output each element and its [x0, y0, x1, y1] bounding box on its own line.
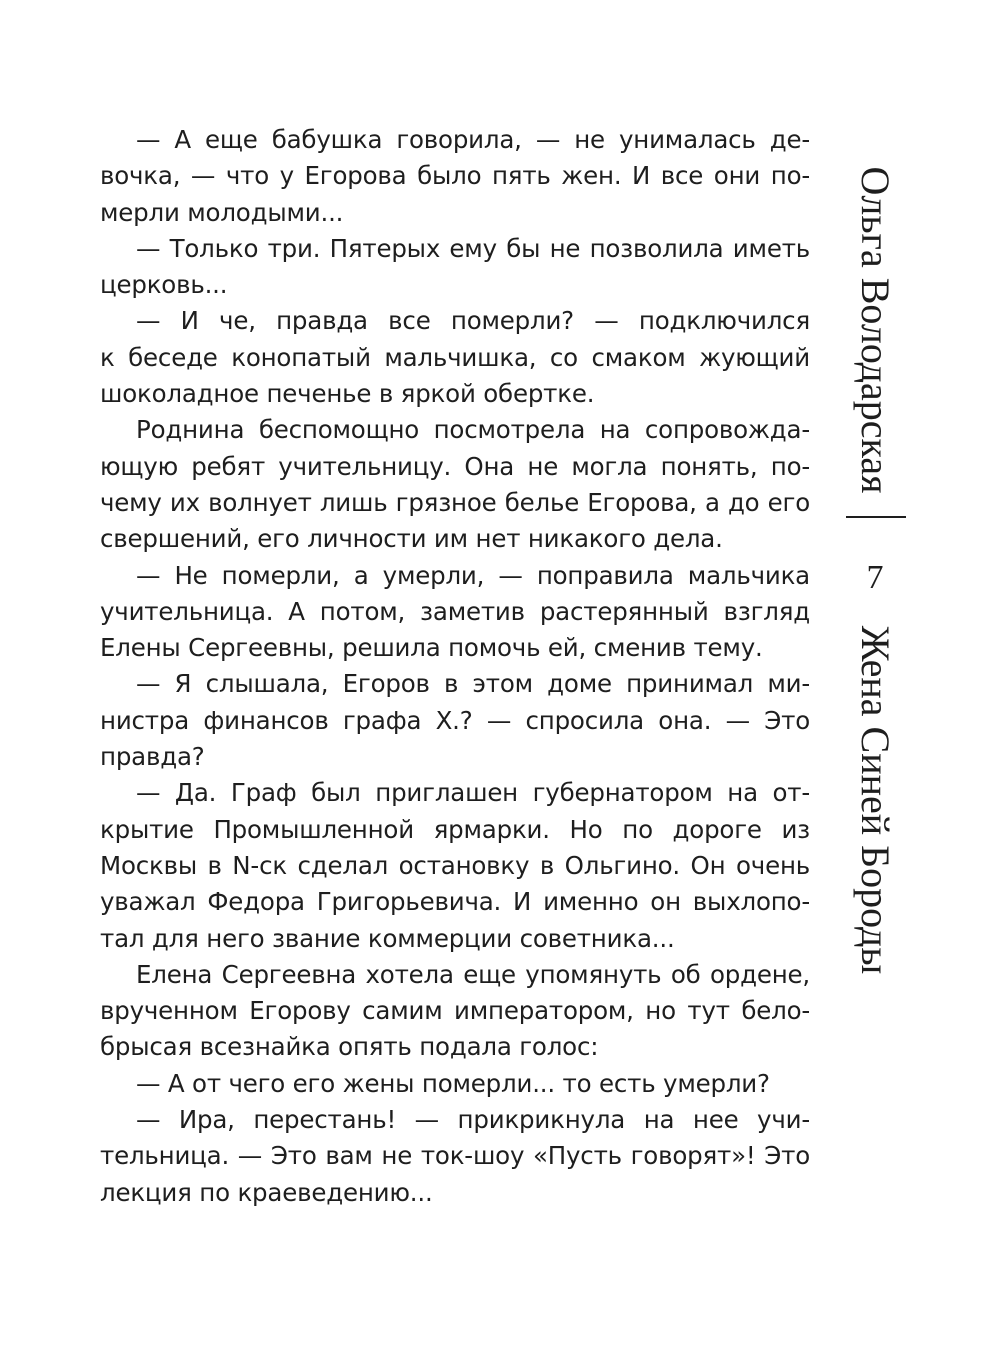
text-line: шоколадное печенье в яркой обертке.	[100, 379, 595, 409]
text-line: врученном Егорову самим императором, но тут бело-	[100, 996, 810, 1026]
body-text	[100, 122, 810, 1211]
text-line: Елены Сергеевны, решила помочь ей, сменив тему.	[100, 633, 763, 663]
text-line: — А от чего его жены померли... то есть умерли?	[136, 1068, 770, 1098]
text-line: — Да. Граф был приглашен губернатором на от-	[136, 778, 810, 808]
running-head-author: Ольга Володарская	[853, 166, 898, 494]
text-line: — Только три. Пятерых ему бы не позволила иметь	[136, 233, 810, 263]
text-line: тал для него звание коммерции советника...	[100, 923, 675, 953]
page-number: 7	[866, 559, 884, 596]
text-line: вочка, — что у Егорова было пять жен. И все они по-	[100, 161, 810, 191]
text-line: церковь...	[100, 270, 228, 300]
text-line: крытие Промышленной ярмарки. Но по дороге из	[100, 814, 810, 844]
text-line: чему их волнует лишь грязное белье Егорова, а до его	[100, 487, 810, 517]
text-line: правда?	[100, 742, 205, 772]
text-line: брысая всезнайка опять подала голос:	[100, 1032, 599, 1062]
text-line: — А еще бабушка говорила, — не унималась де-	[136, 125, 810, 154]
text-line: — Ира, перестань! — прикрикнула на нее учи-	[136, 1105, 810, 1135]
text-line: — Не померли, а умерли, — поправила мальчика	[136, 560, 810, 590]
running-head-book-title: Жена Синей Бороды	[853, 625, 898, 975]
text-line: Москвы в N-ск сделал остановку в Ольгино. Он очень	[100, 850, 810, 880]
text-line: — И че, правда все померли? — подключился	[136, 306, 810, 336]
text-line: лекция по краеведению...	[100, 1177, 433, 1207]
text-line: ющую ребят учительницу. Она не могла понять, по-	[100, 451, 810, 481]
text-line: уважал Федора Григорьевича. И именно он выхлопо-	[100, 887, 810, 917]
running-head-divider	[846, 516, 906, 518]
text-line: свершений, его личности им нет никакого дела.	[100, 524, 723, 554]
text-line: учительница. А потом, заметив растерянный взгляд	[100, 596, 810, 626]
text-line: Елена Сергеевна хотела еще упомянуть об ордене,	[136, 959, 810, 989]
text-line: — Я слышала, Егоров в этом доме принимал ми-	[136, 669, 810, 699]
text-line: Роднина беспомощно посмотрела на сопровожда-	[136, 415, 810, 445]
text-line: нистра финансов графа Х.? — спросила она. — Это	[100, 705, 810, 735]
text-line: мерли молодыми...	[100, 197, 344, 227]
text-line: тельница. — Это вам не ток-шоу «Пусть говорят»! Это	[100, 1141, 810, 1171]
text-line: к беседе конопатый мальчишка, со смаком жующий	[100, 342, 810, 372]
